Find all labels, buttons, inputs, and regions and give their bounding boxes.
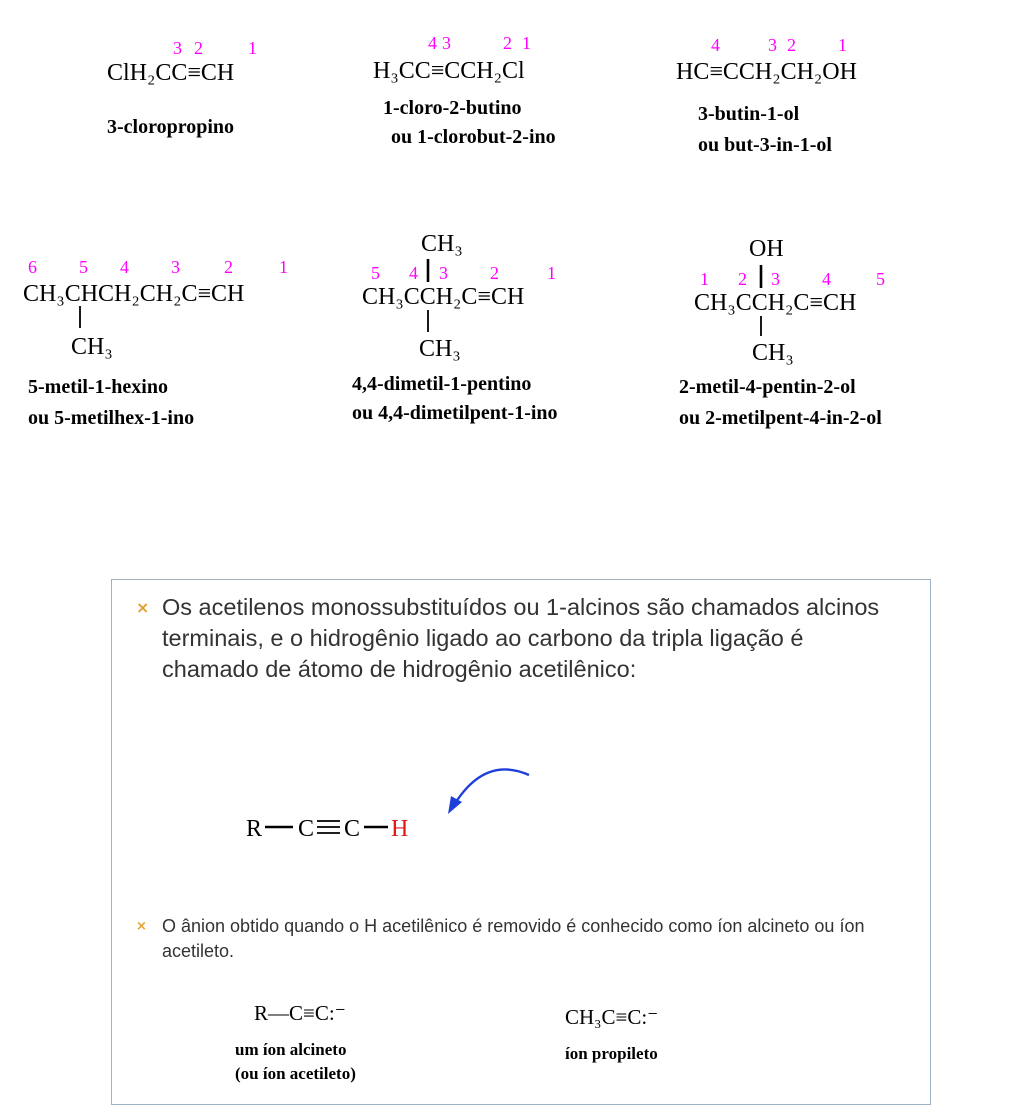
- locant-2: 2: [490, 263, 499, 283]
- locant-3: 3: [442, 33, 451, 53]
- iupac-name: 3-cloropropino: [107, 116, 235, 138]
- propylide-formula: CH₃C≡C:⁻: [565, 1005, 659, 1029]
- locant-1: 1: [547, 263, 556, 283]
- iupac-name-alt: ou but-3-in-1-ol: [698, 134, 832, 156]
- arrow-to-hydrogen-icon: [456, 769, 529, 802]
- substituent-methyl: CH₃: [752, 340, 794, 366]
- substituent-methyl: CH₃: [71, 334, 113, 360]
- alcinide-label: um íon alcineto: [235, 1040, 347, 1059]
- locant-1: 1: [838, 35, 847, 55]
- locant-2: 2: [787, 35, 796, 55]
- scheme-r: R: [246, 816, 263, 842]
- locant-1: 1: [279, 257, 288, 277]
- substituent-top-methyl: CH₃: [421, 231, 463, 257]
- compound-2-metil-4-pentin-2-ol: [679, 236, 885, 429]
- compound-3-butin-1-ol: [676, 35, 857, 156]
- paragraph-alkynide-anion: O ânion obtido quando o H acetilênico é removido é conhecido como íon alcineto ou íon acetileto.: [162, 916, 865, 961]
- iupac-name: 3-butin-1-ol: [698, 103, 800, 125]
- acetylenic-hydrogen: H: [391, 816, 409, 842]
- propylide-label: íon propileto: [565, 1044, 658, 1063]
- terminal-alkynes-panel: [111, 579, 931, 1105]
- locant-4: 4: [428, 33, 437, 53]
- scheme-carbon-1: C: [298, 816, 315, 842]
- locant-3: 3: [171, 257, 180, 277]
- iupac-name-alt: ou 4,4-dimetilpent-1-ino: [352, 402, 558, 424]
- locant-1: 1: [248, 38, 257, 58]
- structural-formula: CH₃CCH₂C≡CH: [362, 284, 525, 310]
- iupac-name: 5-metil-1-hexino: [28, 376, 168, 398]
- locant-2: 2: [503, 33, 512, 53]
- iupac-name: 2-metil-4-pentin-2-ol: [679, 376, 856, 398]
- paragraph-terminal-alkynes: Os acetilenos monossubstituídos ou 1-alcinos são chamados alcinos terminais, e o hidrogênio ligado ao carbono da tripla ligação é chamado de átomo de hidrogênio acetilênico:: [162, 594, 880, 682]
- alkyne-structures: [0, 0, 1010, 470]
- locant-4: 4: [409, 263, 418, 283]
- iupac-name: 4,4-dimetil-1-pentino: [352, 373, 532, 395]
- locant-2: 2: [738, 269, 747, 289]
- bullet-marker: ×: [136, 598, 150, 617]
- locant-2: 2: [194, 38, 203, 58]
- triple-bond: [317, 821, 340, 833]
- structural-formula: H₃CC≡CCH₂Cl: [373, 58, 525, 84]
- iupac-name-alt: ou 1-clorobut-2-ino: [391, 126, 556, 148]
- substituent-hydroxyl: OH: [749, 236, 784, 262]
- substituent-bottom-methyl: CH₃: [419, 336, 461, 362]
- locant-1: 1: [522, 33, 531, 53]
- locant-2: 2: [224, 257, 233, 277]
- locant-5: 5: [371, 263, 380, 283]
- locant-1: 1: [700, 269, 709, 289]
- structural-formula: HC≡CCH₂CH₂OH: [676, 59, 857, 85]
- locant-6: 6: [28, 257, 37, 277]
- locant-3: 3: [771, 269, 780, 289]
- iupac-name-alt: ou 2-metilpent-4-in-2-ol: [679, 407, 882, 429]
- locant-4: 4: [822, 269, 831, 289]
- locant-3: 3: [768, 35, 777, 55]
- locant-4: 4: [120, 257, 129, 277]
- iupac-name-alt: ou 5-metilhex-1-ino: [28, 407, 195, 429]
- arrowhead-icon: [448, 796, 462, 814]
- structural-formula: CH₃CHCH₂CH₂C≡CH: [23, 281, 245, 307]
- locant-5: 5: [79, 257, 88, 277]
- locant-3: 3: [439, 263, 448, 283]
- compound-5-metil-1-hexino: [23, 257, 288, 429]
- iupac-name: 1-cloro-2-butino: [383, 97, 522, 119]
- locant-5: 5: [876, 269, 885, 289]
- structural-formula: ClH₂CC≡CH: [107, 60, 235, 86]
- acetylenic-hydrogen-scheme: [112, 580, 930, 1104]
- compound-4-4-dimetil-1-pentino: [352, 231, 558, 424]
- scheme-carbon-2: C: [344, 816, 361, 842]
- alcinide-label-alt: (ou íon acetileto): [235, 1064, 356, 1083]
- bullet-alkynide-anion: [136, 914, 916, 964]
- compound-1-cloro-2-butino: [373, 33, 556, 148]
- locant-4: 4: [711, 35, 720, 55]
- bullet-marker: ×: [136, 919, 147, 934]
- compound-3-cloropropino: [107, 38, 257, 138]
- alcinide-formula: R—C≡C:⁻: [254, 1001, 346, 1025]
- locant-3: 3: [173, 38, 182, 58]
- structural-formula: CH₃CCH₂C≡CH: [694, 290, 857, 316]
